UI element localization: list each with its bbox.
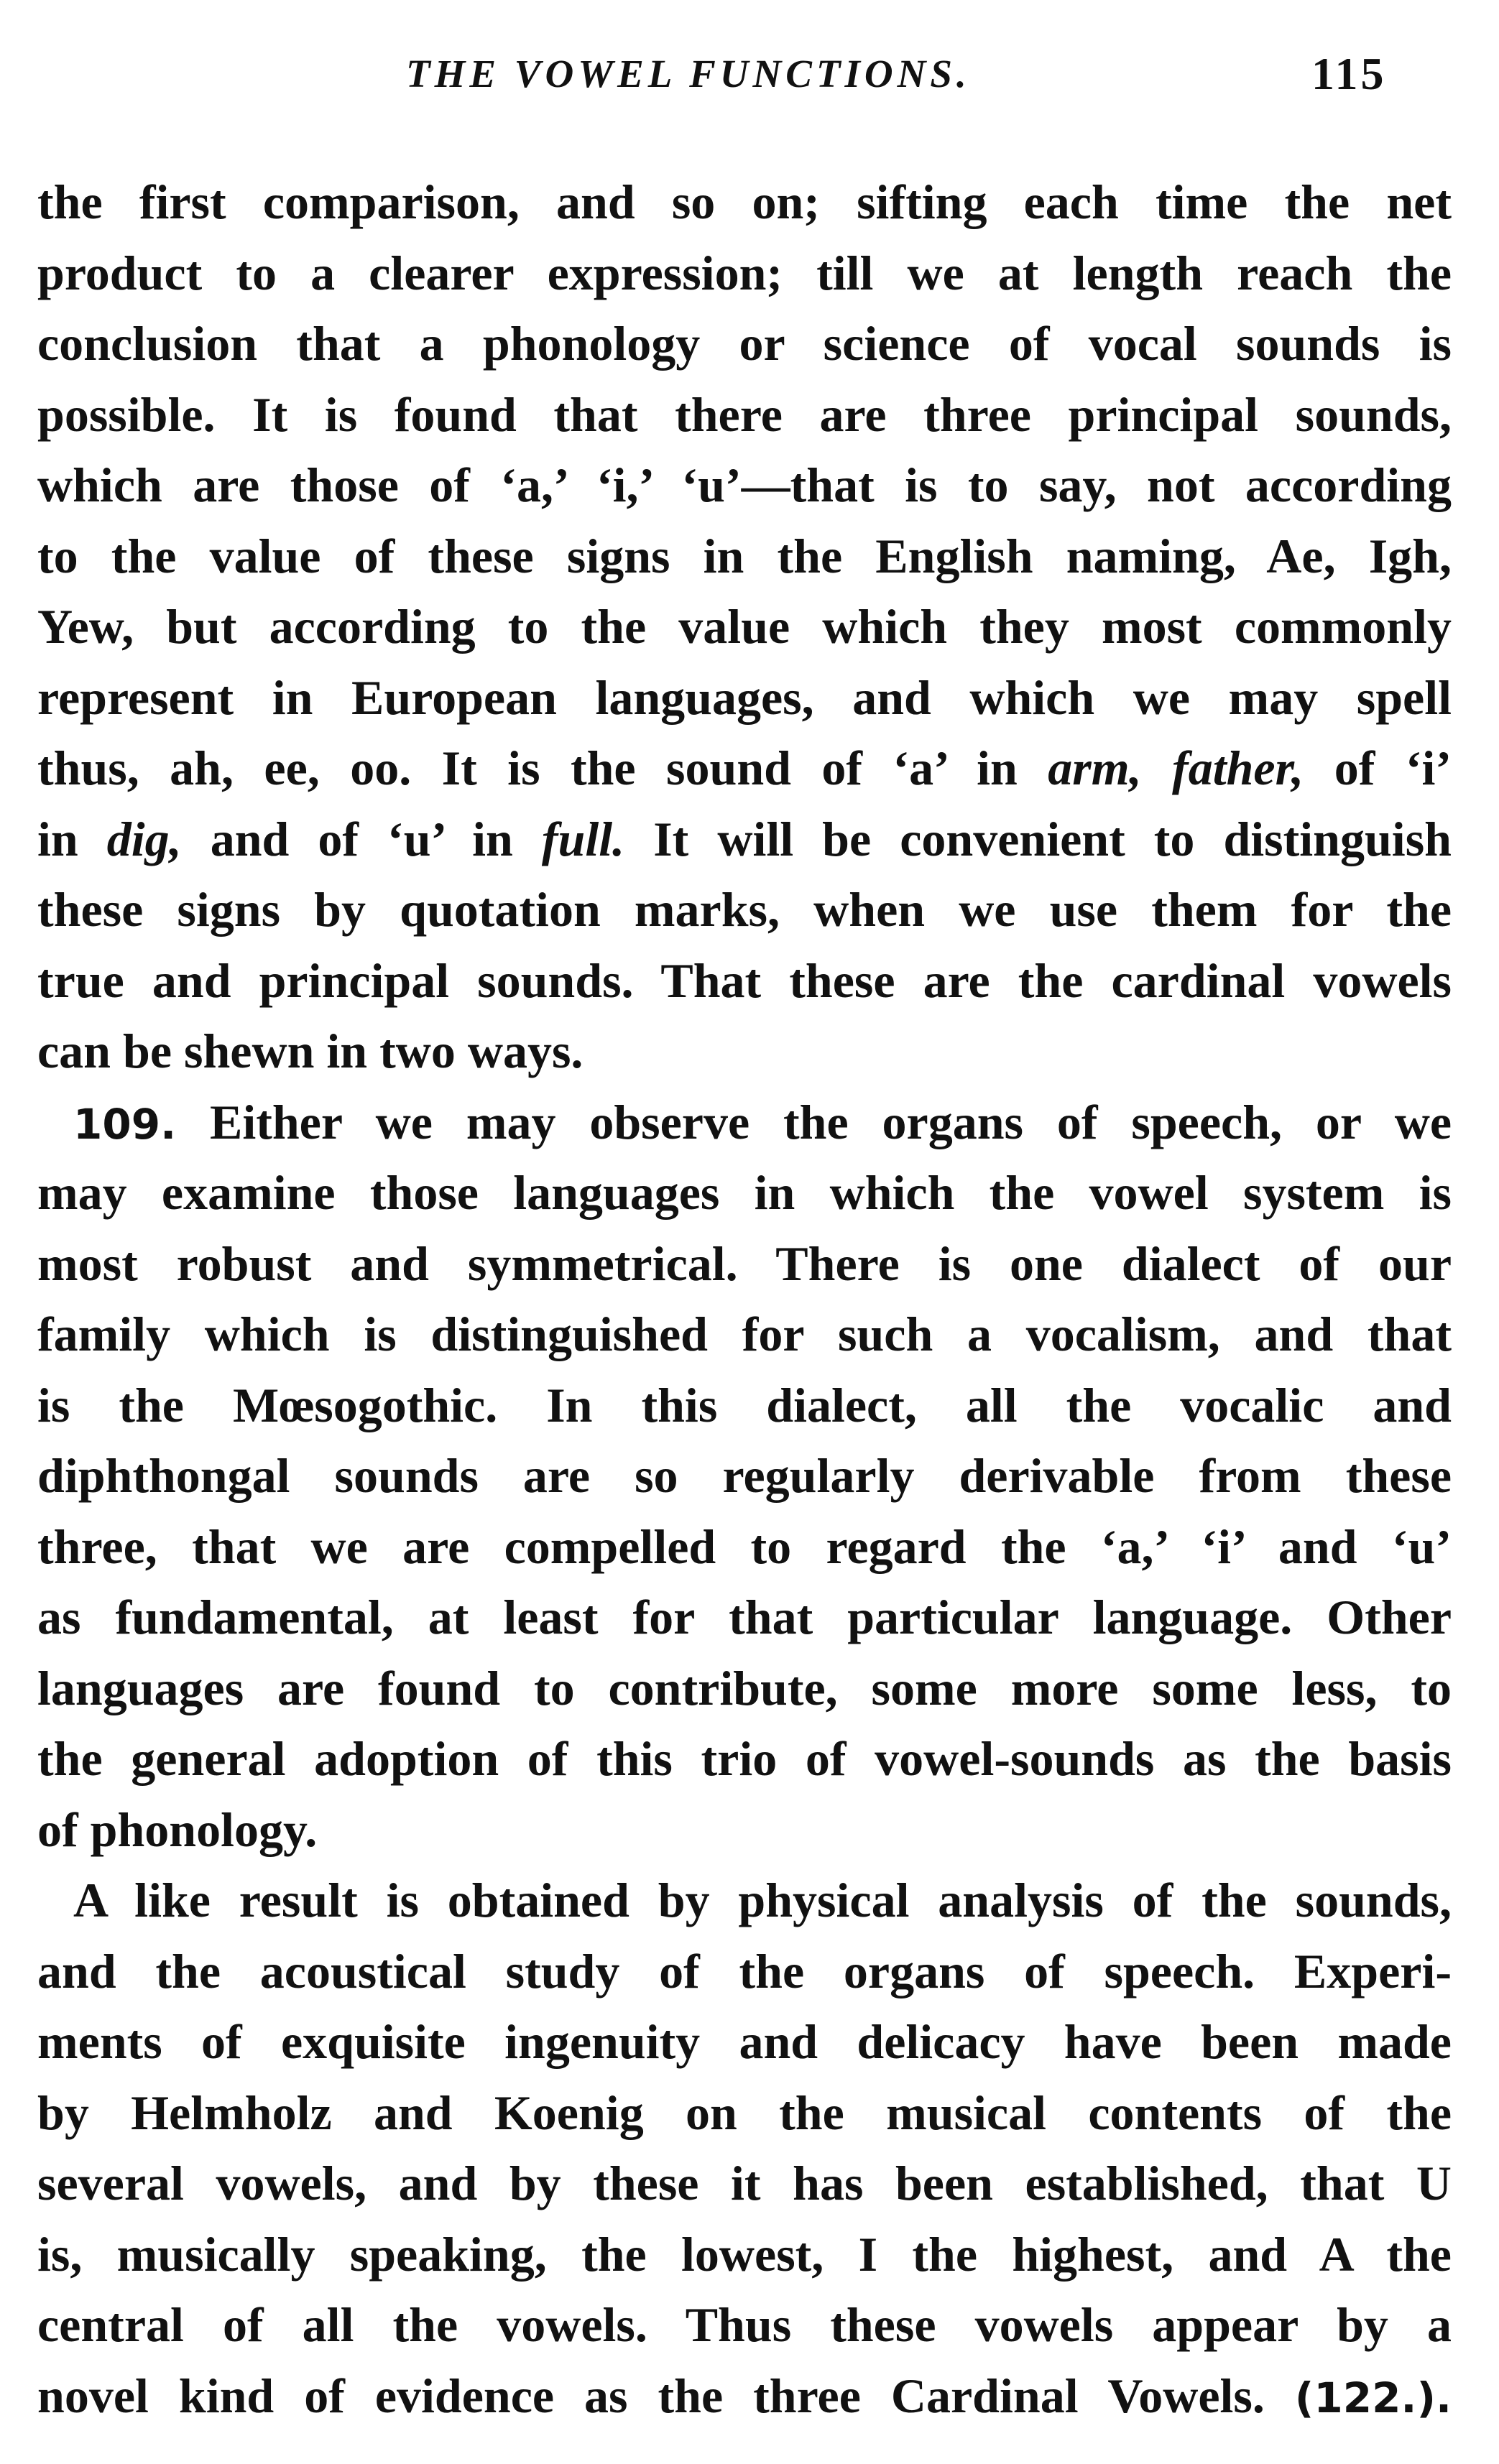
text-line: of phonology. (37, 1802, 318, 1857)
text-line: languages are found to contribute, some more some less, to (37, 1660, 1452, 1715)
text-line: ments of exquisite ingenuity and delicacy have been made (37, 2014, 1452, 2069)
running-title: THE VOWEL FUNCTIONS. (406, 52, 971, 96)
italic-example: arm, father, (1048, 741, 1304, 795)
text-line: represent in European languages, and which we may spell (37, 670, 1452, 725)
text-line: and the acoustical study of the organs of speech. Experi- (37, 1943, 1452, 1998)
text-line: true and principal sounds. That these are the cardinal vowels (37, 953, 1452, 1008)
text-line: to the value of these signs in the English naming, Ae, Igh, (37, 528, 1452, 583)
text-line: possible. It is found that there are three principal sounds, (37, 386, 1452, 442)
paragraph-2 (37, 1087, 1452, 1866)
paragraph-1 (37, 167, 1452, 1087)
text-line: most robust and symmetrical. There is one dialect of our (37, 1236, 1452, 1291)
text-line: the general adoption of this trio of vowel-sounds as the basis (37, 1731, 1452, 1786)
page-number: 115 (1311, 48, 1387, 99)
text-line: the first comparison, and so on; sifting each time the net (37, 175, 1452, 229)
text-line: in dig, and of ‘u’ in full. It will be convenient to distinguish (37, 811, 1452, 866)
running-head (0, 42, 1499, 106)
text-line: is the Mœsogothic. In this dialect, all the vocalic and (37, 1377, 1452, 1432)
section-number: 109. (73, 1099, 177, 1149)
text-line: these signs by quotation marks, when we use them for the (37, 882, 1452, 937)
text-line: three, that we are compelled to regard the ‘a,’ ‘i’ and ‘u’ (37, 1519, 1452, 1574)
text-line: which are those of ‘a,’ ‘i,’ ‘u’—that is to say, not according (37, 458, 1452, 512)
italic-example: dig, (106, 811, 182, 866)
body-text (37, 167, 1452, 2431)
text-line: 109. Either we may observe the organs of speech, or we (73, 1094, 1452, 1149)
text-line: conclusion that a phonology or science of vocal sounds is (37, 316, 1452, 371)
text-line: novel kind of evidence as the three Cardinal Vowels. (122.). (37, 2368, 1452, 2423)
paragraph-3 (37, 1865, 1452, 2431)
text-line: central of all the vowels. Thus these vowels appear by a (37, 2297, 1452, 2352)
text-line: may examine those languages in which the vowel system is (37, 1165, 1452, 1220)
cross-reference: (122.). (1294, 2373, 1452, 2422)
text-line: Yew, but according to the value which they most commonly (37, 599, 1452, 654)
text-line: can be shewn in two ways. (37, 1024, 584, 1078)
text-line: as fundamental, at least for that particular language. Other (37, 1590, 1452, 1644)
text-line: diphthongal sounds are so regularly derivable from these (37, 1448, 1452, 1503)
text-line: by Helmholz and Koenig on the musical contents of the (37, 2085, 1452, 2140)
text-line: is, musically speaking, the lowest, I the highest, and A the (37, 2226, 1452, 2282)
text-line: A like result is obtained by physical analysis of the sounds, (73, 1873, 1452, 1927)
text-line: several vowels, and by these it has been established, that U (37, 2156, 1452, 2210)
text-line: product to a clearer expression; till we at length reach the (37, 245, 1452, 300)
italic-example: full. (541, 811, 625, 866)
text-line: thus, ah, ee, oo. It is the sound of ‘a’ in arm, father, of ‘i’ (37, 741, 1452, 795)
text-line: family which is distinguished for such a vocalism, and that (37, 1307, 1452, 1361)
